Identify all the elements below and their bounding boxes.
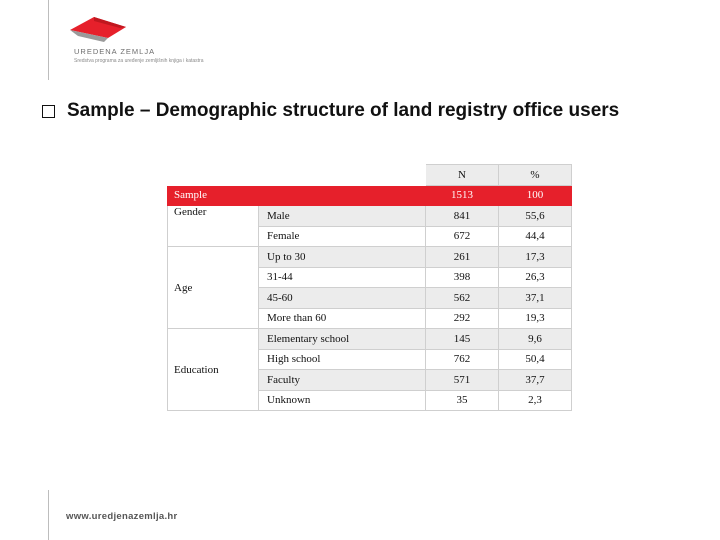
logo-mark-icon [68,14,128,44]
row-label: 45-60 [259,288,426,309]
row-label: Female [259,226,426,247]
page-title: Sample – Demographic structure of land registry office users [67,100,620,121]
row-pct: 17,3 [499,247,572,268]
row-n: 672 [426,226,499,247]
row-n: 292 [426,308,499,329]
row-pct: 37,7 [499,370,572,391]
left-divider-bottom [48,490,49,540]
row-n: 841 [426,206,499,227]
logo [68,14,238,64]
left-divider-top [48,0,49,80]
row-n: 762 [426,349,499,370]
group-label-age: Age [168,247,259,329]
sample-pct: 100 [499,185,572,206]
row-label: Elementary school [259,329,426,350]
checkbox-bullet-icon [42,105,55,118]
logo-name: UREDENA ZEMLJA [74,47,156,56]
row-pct: 37,1 [499,288,572,309]
row-pct: 44,4 [499,226,572,247]
row-label: More than 60 [259,308,426,329]
slide-heading [42,100,619,122]
row-pct: 55,6 [499,206,572,227]
row-label: Up to 30 [259,247,426,268]
row-n: 571 [426,370,499,391]
group-label-gender: Gender [168,206,259,247]
group-label-education: Education [168,329,259,411]
sample-label: Sample [168,185,426,206]
table-row [168,247,572,268]
table-row [168,329,572,350]
row-label: High school [259,349,426,370]
row-label: Faculty [259,370,426,391]
row-pct: 26,3 [499,267,572,288]
row-pct: 9,6 [499,329,572,350]
row-pct: 19,3 [499,308,572,329]
column-header-n: N [426,165,499,186]
row-label: Unknown [259,390,426,411]
row-label: Male [259,206,426,227]
logo-tagline: Sredstva programa za uređenje zemljišnih knjiga i katastra [74,58,204,64]
sample-row [168,185,572,206]
row-n: 261 [426,247,499,268]
row-n: 562 [426,288,499,309]
table-row [168,206,572,227]
sample-n: 1513 [426,185,499,206]
row-n: 398 [426,267,499,288]
demographics-table [167,164,572,411]
row-n: 145 [426,329,499,350]
row-label: 31-44 [259,267,426,288]
column-header-pct: % [499,165,572,186]
row-pct: 50,4 [499,349,572,370]
row-n: 35 [426,390,499,411]
row-pct: 2,3 [499,390,572,411]
table-header-row [168,165,572,186]
footer-url[interactable]: www.uredjenazemlja.hr [66,511,178,522]
